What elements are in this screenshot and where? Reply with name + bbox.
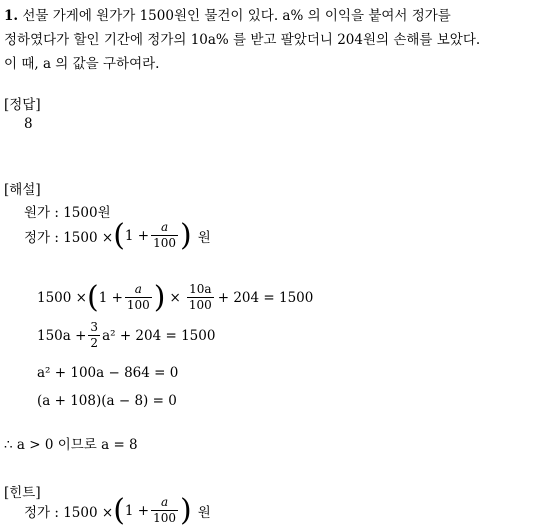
problem-number: 1. (4, 8, 19, 24)
problem-line-1 (4, 4, 451, 24)
eq1-fraction-1: $\frac{a}{100}$ (126, 282, 150, 312)
price-fraction: $\frac{a}{100}$ (153, 220, 177, 250)
equation-4: (a + 108)(a − 8) = 0 (37, 393, 177, 409)
hint-fraction: $\frac{a}{100}$ (153, 495, 177, 525)
conclusion: ∴ a > 0 이므로 a = 8 (4, 437, 138, 453)
problem-line-3: 이 때, a 의 값을 구하여라. (4, 56, 160, 72)
solution-label: [해설] (4, 182, 41, 198)
hint-label: [힌트] (4, 485, 41, 501)
price-line: 정가 : 1500 × ( 1 + $\frac{a}{100}$ ) 원 (24, 217, 211, 253)
equation-3: a² + 100a − 864 = 0 (37, 365, 179, 381)
cost-line: 원가 : 1500원 (24, 205, 111, 221)
equation-2: 150a + $\frac{3}{2}$ a² + 204 = 1500 (37, 320, 216, 350)
eq2-fraction: $\frac{3}{2}$ (90, 320, 99, 350)
price-prefix: 정가 : 1500 × (24, 229, 114, 246)
problem-text-1: 선물 가게에 원가가 1500원인 물건이 있다. a% 의 이익을 붙여서 정가를 (22, 8, 451, 24)
equation-1: 1500 × ( 1 + $\frac{a}{100}$ ) × $\frac{10a}{100}$ + 204 = 1500 (37, 279, 314, 315)
answer-label: [정답] (4, 97, 41, 113)
price-suffix: 원 (197, 229, 211, 246)
problem-line-2: 정하였다가 할인 기간에 정가의 10a% 를 받고 팔았더니 204원의 손해를 보았다. (4, 32, 481, 48)
hint-price-line: 정가 : 1500 × ( 1 + $\frac{a}{100}$ ) 원 (24, 492, 211, 528)
eq1-fraction-2: $\frac{10a}{100}$ (188, 282, 212, 312)
answer-value: 8 (24, 116, 33, 132)
